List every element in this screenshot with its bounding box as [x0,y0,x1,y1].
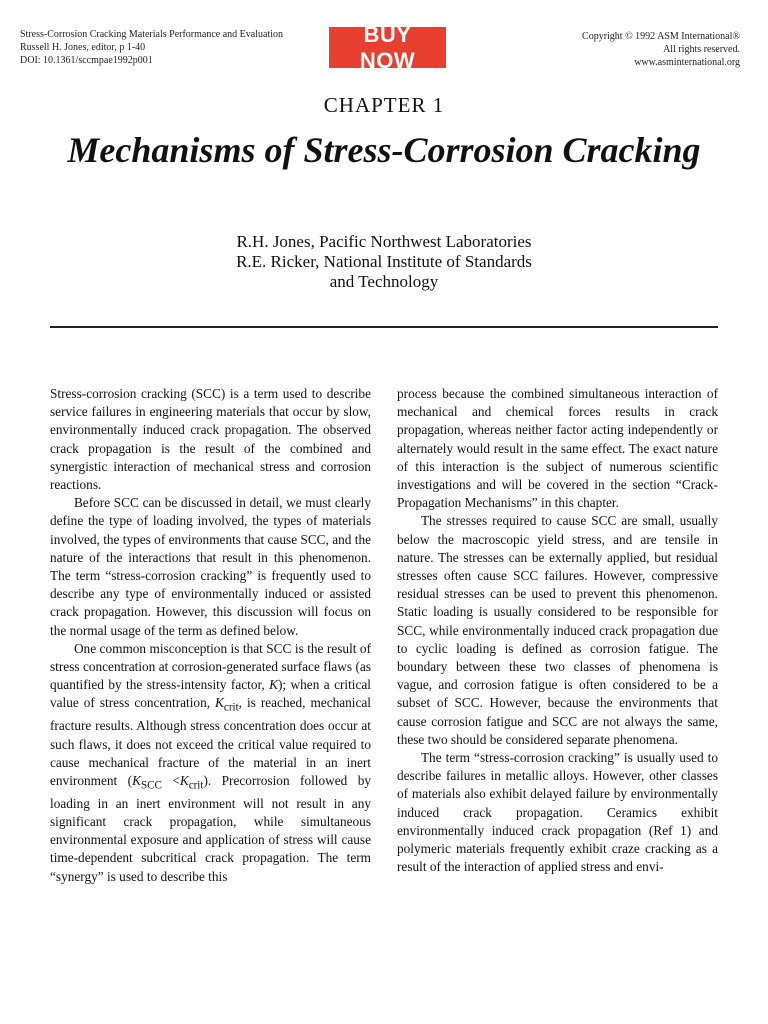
rights: All rights reserved. [663,44,740,55]
book-title: Stress-Corrosion Cracking Materials Performance and Evaluation [20,29,283,40]
chapter-title: Mechanisms of Stress-Corrosion Cracking [67,130,701,170]
text-run: , is reached, mechanical fracture results. Although stress concentration does occur at such flaws, it does not exceed the critical value required to cause mechanical fracture of the material in an inert environment ( [50,695,371,788]
subscript-crit: crit [223,702,239,715]
symbol-k-crit: K [215,695,224,711]
paragraph: Before SCC can be discussed in detail, we must clearly define the type of loading involved, the types of materials involved, the types of environments that cause SCC, and the nature of the interactions that result in this phenomenon. The term “stress-corrosion cracking” is frequently used to describe any type of environmentally induced or assisted crack propagation. However, this discussion will focus on the normal usage of the term as defined below. [50,495,371,638]
buy-now-button[interactable]: BUY NOW [329,27,446,68]
paragraph: The stresses required to cause SCC are small, usually below the macroscopic yield stress, and are tensile in nature. The stresses can be externally applied, but residual stresses often cause SCC failures. However, compressive residual stresses can be used to prevent this phenomenon. Static loading is usually considered to be responsible for SCC, while environmentally induced crack propagation due to cyclic loading is defined as corrosion fatigue. The boundary between these two classes of phenomena is vague, and corrosion fatigue is often considered to be a subset of SCC. However, because the environments that cause corrosion fatigue and SCC are not always the same, these two should be considered separate phenomena. [397,513,718,747]
title-divider [50,326,718,328]
editor-line: Russell H. Jones, editor, p 1-40 [20,42,146,53]
page-header-left [20,28,283,67]
text-run: ); when a critical value of stress concentration, [50,677,371,711]
chapter-label: CHAPTER 1 [323,93,445,117]
text-run: One common misconception is that SCC is the result of stress concentration at corrosion-generated surface flaws (as quantified by the stress-intensity factor, [50,640,371,693]
symbol-k-crit: K [179,772,189,788]
subscript-scc: SCC [140,779,162,792]
text-run: ). Precorrosion followed by loading in an inert environment will not result in any significant crack propagation, while simultaneous environmental exposure and application of stress will cause time-dependent subcritical crack propagation. The term “synergy” is used to describe this [50,772,372,884]
paragraph: process because the combined simultaneous interaction of mechanical and chemical forces results in crack propagation, whereas neither factor acting independently or alternately would result in the same effect. The exact nature of this interaction is the subject of numerous scientific investigations and will be covered in the section “Crack-Propagation Mechanisms” in this chapter. [397,386,718,511]
body-column-right [397,385,718,876]
author-line-2: R.E. Ricker, National Institute of Standards [236,252,532,271]
symbol-k-scc: K [132,772,141,788]
paragraph: The term “stress-corrosion cracking” is usually used to describe failures in metallic alloys. However, other classes of materials also exhibit delayed failure by environmentally induced crack propagation. Ceramics exhibit environmentally induced crack propagation (Ref 1) and polymeric materials frequently exhibit craze cracking as a result of the interaction of applied stress and envi- [397,750,718,875]
subscript-crit: crit [188,779,204,792]
authors [0,232,768,292]
website-link[interactable]: www.asminternational.org [634,57,740,68]
paragraph: Stress-corrosion cracking (SCC) is a term used to describe service failures in engineering materials that occur by slow, environmentally induced crack propagation. The observed crack propagation is the result of the combined and synergistic interaction of mechanical stress and corrosion reactions. [50,386,371,493]
symbol-k: K [269,677,278,693]
body-column-left [50,385,371,886]
paragraph [50,640,371,886]
text-run: < [161,772,180,788]
page-header-right [582,30,740,69]
author-line-3: and Technology [329,272,439,291]
author-line-1: R.H. Jones, Pacific Northwest Laboratories [236,232,532,251]
doi: DOI: 10.1361/sccmpae1992p001 [20,55,153,66]
copyright: Copyright © 1992 ASM International® [582,31,740,42]
